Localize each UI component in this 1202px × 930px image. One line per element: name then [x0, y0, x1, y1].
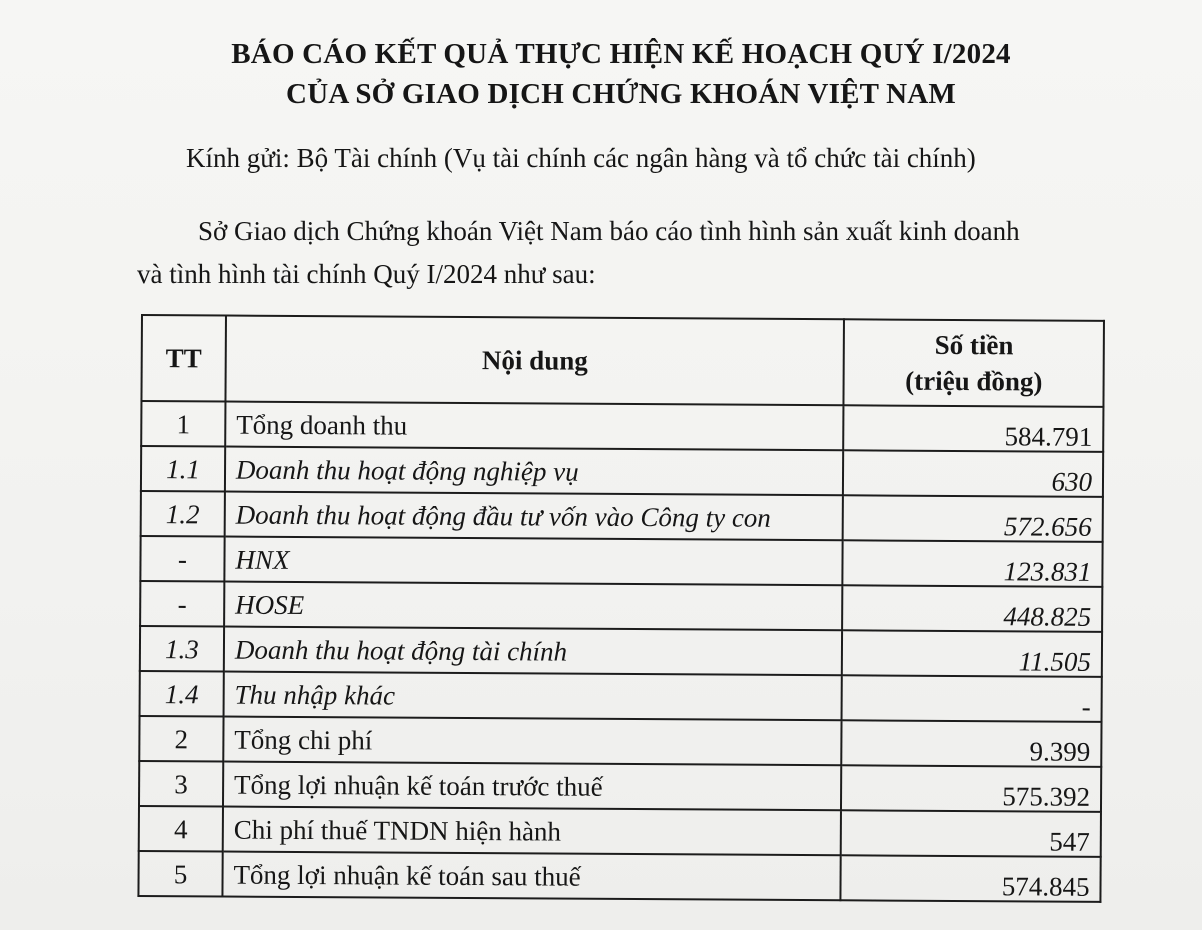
intro-line-2: và tình hình tài chính Quý I/2024 như sau:: [137, 259, 596, 289]
row-amount: 584.791: [844, 405, 1104, 452]
financial-report-table: [137, 314, 1105, 903]
row-content: Tổng doanh thu: [225, 402, 844, 451]
table-row: [140, 536, 1102, 587]
table-row: [140, 671, 1102, 722]
table-row: [141, 446, 1103, 497]
addressee: Kính gửi: Bộ Tài chính (Vụ tài chính các ngân hàng và tổ chức tài chính): [186, 143, 976, 173]
table-row: [141, 491, 1103, 542]
row-amount: 547: [841, 810, 1101, 857]
row-amount: 575.392: [841, 765, 1101, 812]
table-row: [139, 761, 1101, 812]
table-row: [139, 806, 1101, 857]
row-content: Doanh thu hoạt động đầu tư vốn vào Công ty con: [225, 492, 844, 541]
row-amount: 9.399: [842, 720, 1102, 767]
table-row: [139, 716, 1101, 767]
row-number: 2: [139, 716, 223, 762]
header-content: Nội dung: [225, 316, 844, 406]
row-content: Doanh thu hoạt động tài chính: [224, 627, 843, 676]
header-amount-unit: (triệu đồng): [905, 365, 1043, 397]
row-amount: -: [842, 675, 1102, 722]
table-row: [140, 626, 1102, 677]
intro-paragraph: [137, 210, 1127, 296]
row-content: Chi phí thuế TNDN hiện hành: [223, 807, 842, 856]
row-number: 1.4: [140, 671, 224, 717]
row-number: -: [140, 536, 224, 582]
row-content: HNX: [224, 537, 843, 586]
table-row: [140, 581, 1102, 632]
row-number: 3: [139, 761, 223, 807]
row-number: 1.3: [140, 626, 224, 672]
report-title-line2: CỦA SỞ GIAO DỊCH CHỨNG KHOÁN VIỆT NAM: [286, 78, 956, 110]
row-number: 4: [139, 806, 223, 852]
table-body: [138, 401, 1103, 902]
row-amount: 630: [843, 450, 1103, 497]
row-amount: 123.831: [843, 540, 1103, 587]
row-content: Tổng lợi nhuận kế toán trước thuế: [223, 762, 842, 811]
row-amount: 448.825: [843, 585, 1103, 632]
report-title-line1: BÁO CÁO KẾT QUẢ THỰC HIỆN KẾ HOẠCH QUÝ I/2024: [231, 38, 1011, 70]
row-content: Doanh thu hoạt động nghiệp vụ: [225, 447, 844, 496]
table-row: [138, 851, 1100, 902]
table-header-row: [141, 315, 1104, 407]
row-number: -: [140, 581, 224, 627]
table-row: [141, 401, 1103, 452]
row-content: Thu nhập khác: [223, 672, 842, 721]
row-amount: 574.845: [841, 855, 1101, 902]
row-content: Tổng lợi nhuận kế toán sau thuế: [222, 852, 841, 901]
row-content: Tổng chi phí: [223, 717, 842, 766]
intro-line-1: Sở Giao dịch Chứng khoán Việt Nam báo cáo tình hình sản xuất kinh doanh: [198, 216, 1020, 246]
row-number: 1.2: [141, 491, 225, 537]
row-amount: 572.656: [843, 495, 1103, 542]
header-amount-label: Số tiền: [934, 329, 1014, 361]
row-content: HOSE: [224, 582, 843, 631]
header-amount: [844, 319, 1104, 407]
row-number: 5: [138, 851, 222, 897]
row-number: 1: [141, 401, 225, 447]
header-tt: TT: [141, 315, 225, 402]
row-amount: 11.505: [842, 630, 1102, 677]
row-number: 1.1: [141, 446, 225, 492]
